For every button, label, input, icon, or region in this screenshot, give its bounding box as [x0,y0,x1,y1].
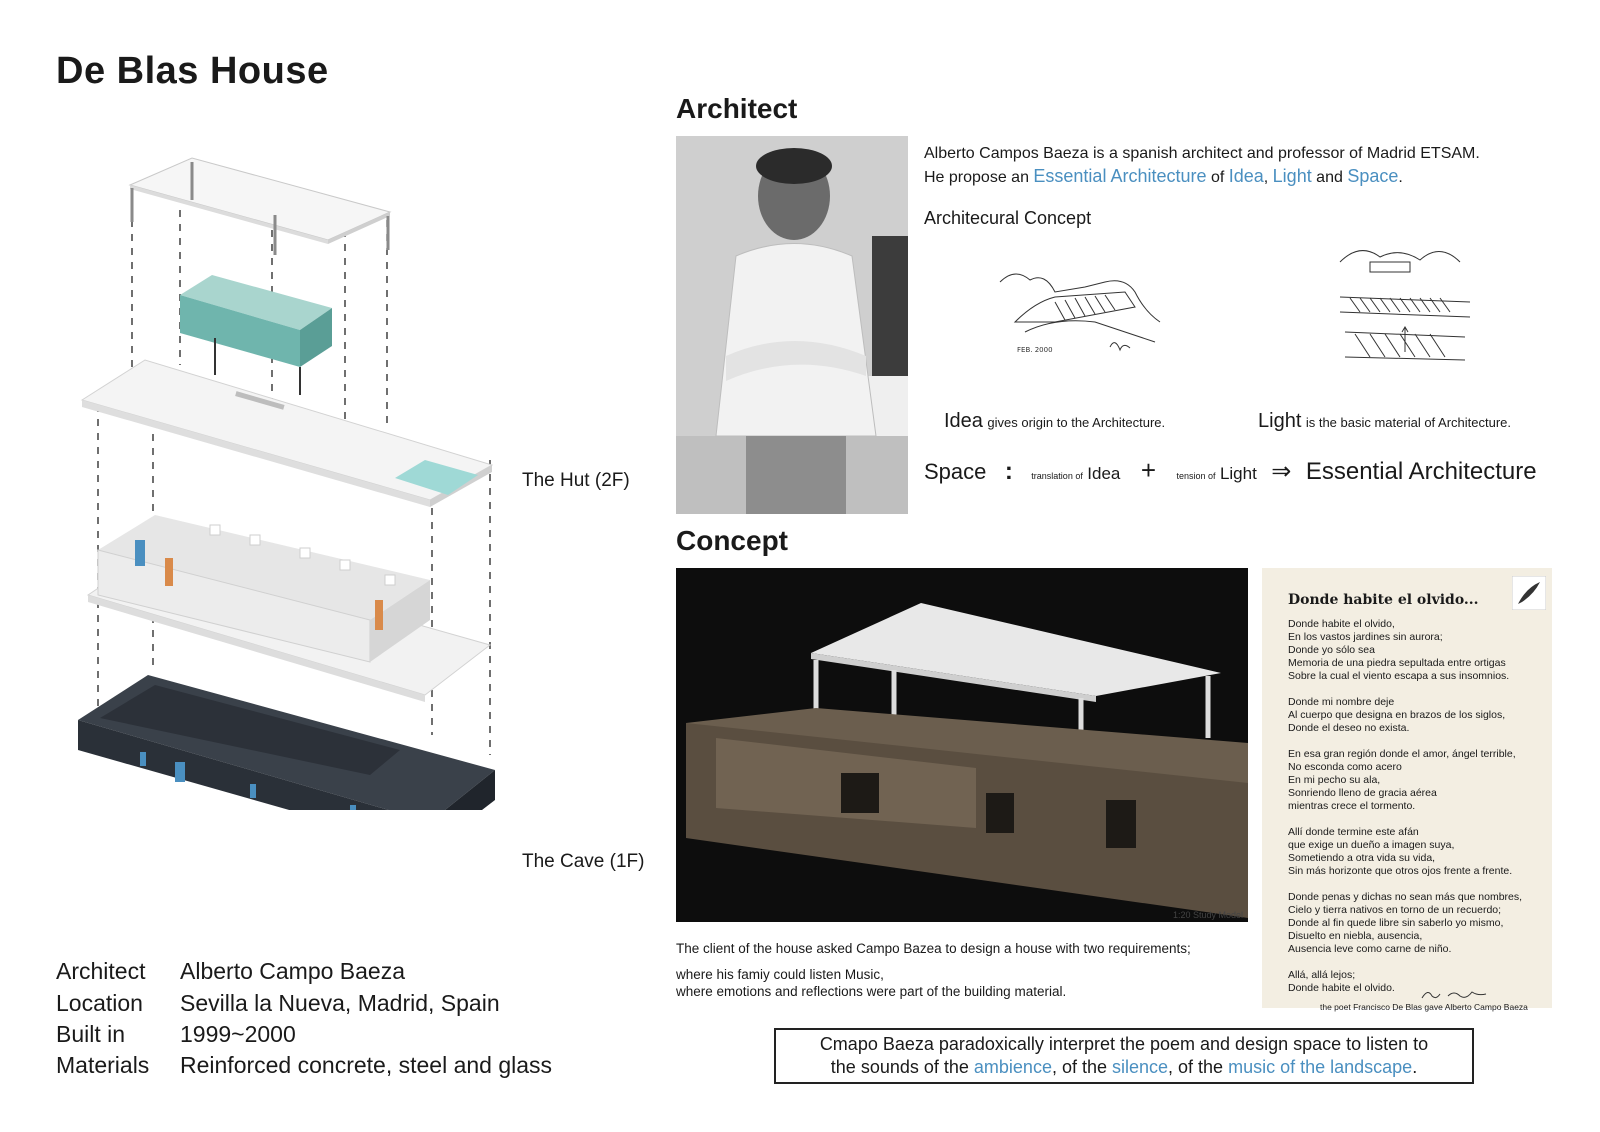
quote-text: , of the [1051,1057,1112,1077]
bio-line-2 [924,165,1480,189]
axonometric-diagram [70,150,540,810]
hut-label: The Hut (2F) [522,470,630,491]
info-key: Architect [56,958,146,984]
formula-colon: : [1004,458,1013,485]
architect-portrait [676,136,908,514]
info-key: Location [56,990,143,1016]
floor-1f [88,515,490,702]
idea-sketch [995,262,1165,392]
quote-text: . [1412,1057,1418,1077]
bio-line-1: Alberto Campos Baeza is a spanish architect and professor of Madrid ETSAM. [924,145,1480,162]
concept-heading: Concept [676,525,788,556]
info-key: Built in [56,1021,126,1047]
quote-highlight: music of the landscape [1228,1057,1413,1077]
poem-credit: the poet Francisco De Blas gave Alberto Campo Baeza [1320,1002,1528,1012]
bio-text: of [1206,169,1229,186]
quote-text: the sounds of the [830,1057,974,1077]
formula-idea: Idea [1087,464,1121,483]
page-title: De Blas House [56,50,329,92]
bio-highlight: Space [1347,166,1399,186]
light-word: Light [1258,410,1302,432]
quote-text: , of the [1168,1057,1229,1077]
info-value: Alberto Campo Baeza [180,958,406,984]
signature [1420,986,1490,1002]
bio-text: , [1263,169,1273,186]
quill-icon [1512,576,1546,610]
architect-bio [924,143,1480,189]
client-line-1: The client of the house asked Campo Bazea to design a house with two requirements; [676,941,1191,956]
formula-translation: translation of [1031,471,1083,481]
formula-plus: + [1140,455,1157,485]
architect-heading: Architect [676,93,798,124]
formula-light: Light [1219,464,1257,483]
bio-text: He propose an [924,169,1034,186]
bio-text: and [1311,169,1348,186]
quote-highlight: silence [1112,1057,1169,1077]
study-model-photo [676,568,1248,922]
poem-title: Donde habite el olvido... [1288,592,1479,608]
concept-quote-box [774,1028,1474,1084]
model-caption: 1:20 Study Model [1172,910,1243,920]
essential-formula [924,455,1537,486]
cave-label: The Cave (1F) [522,851,645,872]
formula-tension: tension of [1176,471,1216,481]
platform-2f [82,360,492,507]
concept-subheading: Architecural Concept [924,208,1092,228]
poem-body: Donde habite el olvido, En los vastos jardines sin aurora; Donde yo sólo sea Memoria de una piedra sepultada entre ortigas Sobre la cual el viento escapa a sus insomnios. Donde mi nombre deje Al cuerpo que designa en brazos de los siglos, Donde el deseo no exista. En esa gran región donde el amor, ángel terrible, No esconda como acero En mi pecho su ala, Sonriendo lleno de gracia aérea mientras crece el tormento. Allí donde termine este afán que exige un dueño a imagen suya, Sometiendo a otra vida su vida, Sin más horizonte que otros ojos frente a frente. Donde penas y dichas no sean más que nombres, Cielo y tierra nativos en torno de un recuerdo; Donde al fin quede libre sin saberlo yo mismo, Disuelto en niebla, ausencia, Ausencia leve como carne de niño. Allá, allá lejos; Donde habite el olvido. [1288,618,1523,994]
light-caption [1258,410,1511,433]
bio-highlight: Idea [1228,166,1264,186]
info-key: Materials [56,1052,150,1078]
quote-line-1: Cmapo Baeza paradoxically interpret the poem and design space to listen to [819,1034,1429,1054]
info-value: Reinforced concrete, steel and glass [180,1052,553,1078]
info-value: 1999~2000 [180,1021,296,1047]
idea-caption [944,410,1165,433]
idea-desc: gives origin to the Architecture. [987,415,1166,430]
client-line-3: where emotions and reflections were part of the building material. [676,984,1067,999]
bio-highlight: Light [1272,166,1312,186]
quote-line-2 [776,1056,1472,1079]
sketch-date: FEB. 2000 [1017,346,1053,354]
idea-word: Idea [944,410,983,432]
formula-result: Essential Architecture [1305,458,1537,485]
roof-slab [130,158,390,255]
light-sketch [1330,232,1480,392]
formula-space: Space [924,459,987,484]
quote-highlight: ambience [973,1057,1052,1077]
light-desc: is the basic material of Architecture. [1305,415,1512,430]
bio-highlight: Essential Architecture [1033,166,1207,186]
poem-card [1262,568,1552,1008]
formula-arrow: ⇒ [1271,458,1292,485]
bio-text: . [1398,169,1403,186]
info-value: Sevilla la Nueva, Madrid, Spain [180,990,500,1016]
client-line-2: where his famiy could listen Music, [676,967,884,982]
